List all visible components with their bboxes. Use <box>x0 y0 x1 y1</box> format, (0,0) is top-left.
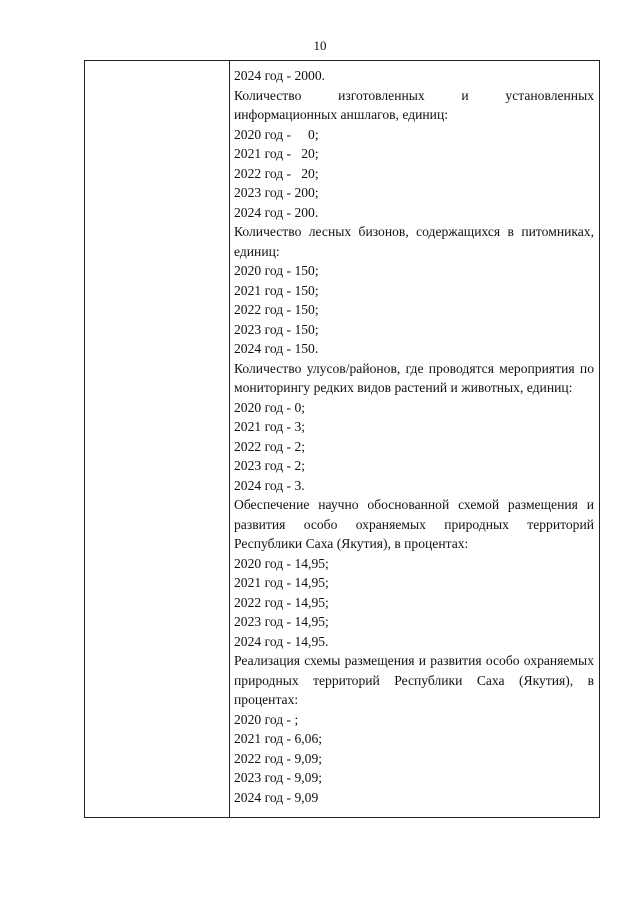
indicator-value: 2024 год - 14,95. <box>234 633 329 649</box>
indicator-value: 2020 год - 150; <box>234 263 319 278</box>
indicator-value: 2021 год - 6,06; <box>234 731 323 746</box>
indicator-value: 2023 год - 150; <box>234 321 319 337</box>
table-left-cell <box>85 61 230 817</box>
indicator-heading: Реализация схемы размещения и развития особо охраняемых природных территорий Республики Саха (Якутия), в процентах: <box>234 653 594 707</box>
indicator-block <box>234 495 594 651</box>
indicator-value: 2024 год - 3. <box>234 477 305 493</box>
indicator-value: 2020 год - 0; <box>234 126 319 142</box>
indicator-value: 2021 год - 14,95; <box>234 575 329 590</box>
indicator-value: 2022 год - 2; <box>234 438 306 454</box>
indicator-value: 2022 год - 150; <box>234 302 319 317</box>
indicator-block <box>234 222 594 359</box>
indicator-heading: Количество улусов/районов, где проводятся мероприятия по мониторингу редких видов растений и животных, единиц: <box>234 360 594 395</box>
indicator-block <box>234 359 594 496</box>
indicator-heading: Количество лесных бизонов, содержащихся в питомниках, единиц: <box>234 224 594 259</box>
indicator-value: 2022 год - 20; <box>234 165 319 181</box>
indicator-value: 2021 год - 20; <box>234 146 319 161</box>
page-number: 10 <box>313 38 327 53</box>
indicator-heading: Количество изготовленных и установленных информационных аншлагов, единиц: <box>234 87 594 122</box>
indicator-value: 2024 год - 200. <box>234 204 319 220</box>
indicator-value: 2021 год - 3; <box>234 419 306 434</box>
indicator-value: 2024 год - 9,09 <box>234 789 319 805</box>
indicator-value: 2022 год - 14,95; <box>234 594 329 610</box>
indicator-value: 2023 год - 200; <box>234 185 319 200</box>
indicator-value: 2023 год - 2; <box>234 458 306 473</box>
indicator-value: 2020 год - 0; <box>234 399 306 415</box>
table-right-cell <box>230 61 599 817</box>
indicator-value: 2021 год - 150; <box>234 282 319 298</box>
indicator-value: 2023 год - 14,95; <box>234 614 329 629</box>
indicator-block <box>234 86 594 223</box>
indicators-table <box>84 60 600 818</box>
indicator-value: 2020 год - ; <box>234 711 299 727</box>
intro-line: 2024 год - 2000. <box>234 68 326 83</box>
indicator-heading: Обеспечение научно обоснованной схемой размещения и развития особо охраняемых природных территорий Республики Саха (Якутия), в процентах: <box>234 497 594 551</box>
indicator-value: 2022 год - 9,09; <box>234 750 323 766</box>
indicator-value: 2020 год - 14,95; <box>234 555 329 571</box>
indicator-block <box>234 651 594 807</box>
indicator-value: 2023 год - 9,09; <box>234 770 323 785</box>
indicator-value: 2024 год - 150. <box>234 341 319 356</box>
